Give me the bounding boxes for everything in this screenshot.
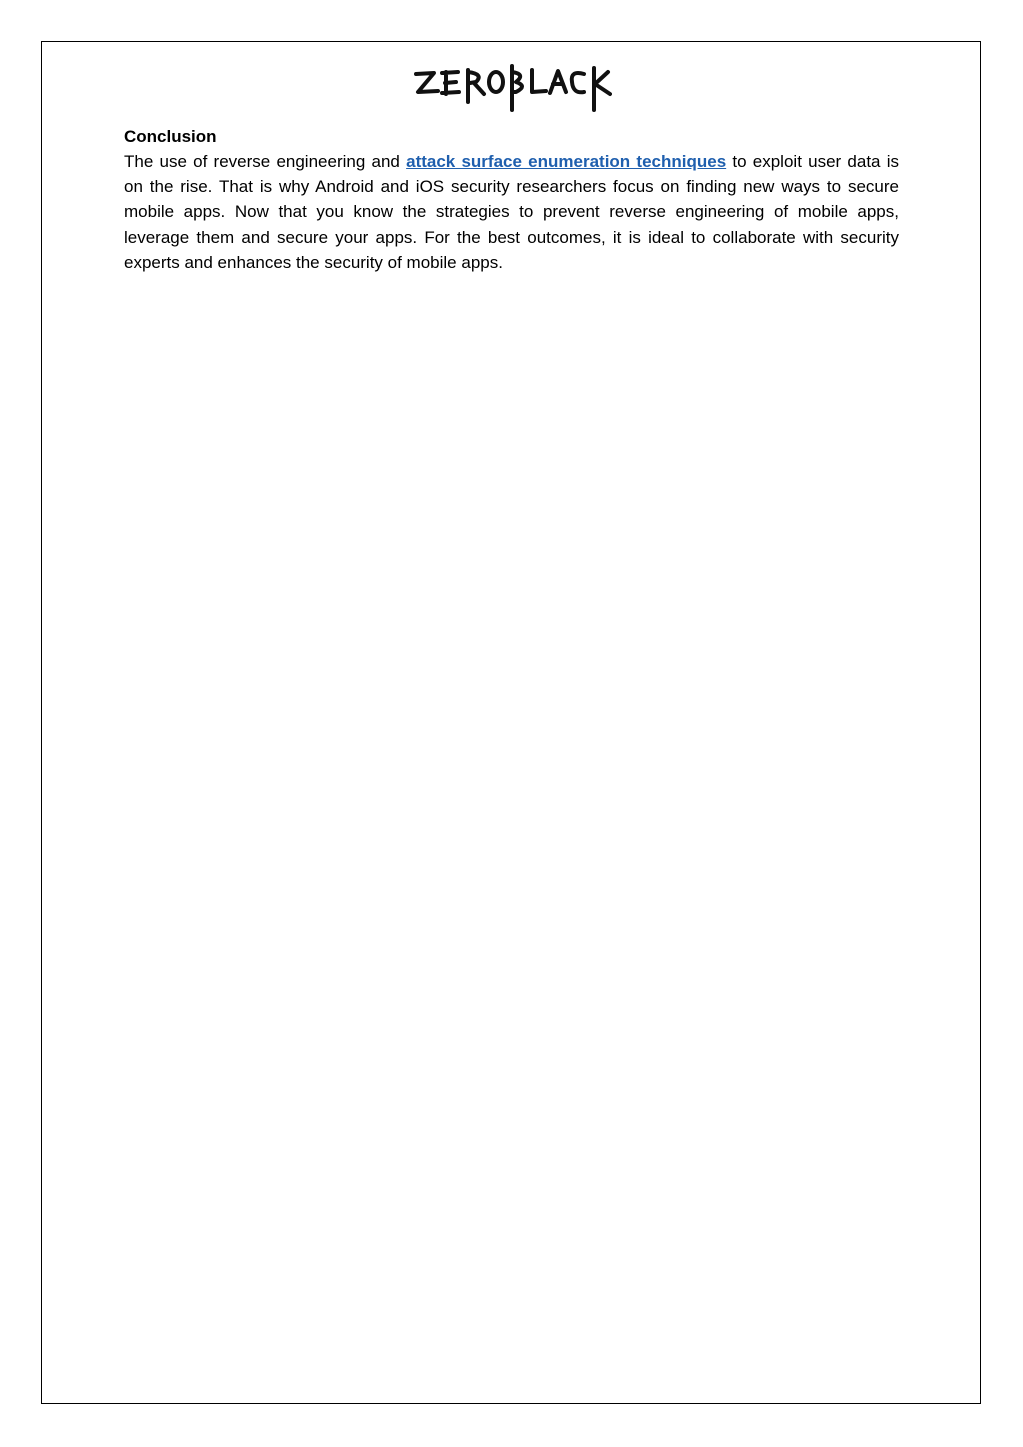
- conclusion-paragraph: [124, 149, 899, 275]
- paragraph-text-start: The use of reverse engineering and: [124, 152, 407, 171]
- conclusion-heading: Conclusion: [124, 127, 217, 146]
- conclusion-section: [124, 124, 899, 275]
- attack-surface-link[interactable]: attack surface enumeration techniques: [406, 152, 727, 171]
- paragraph-text-end: to exploit user data is on the rise. That is why Android and iOS security researchers focus on finding new ways to secure mobile apps. Now that you know the strategies to prevent reverse engineering of mobile apps, leverage them and secure your apps. For the best outcomes, it is ideal to collaborate with security experts and enhances the security of mobile apps.: [124, 152, 900, 272]
- zeroblack-logo: [412, 62, 612, 114]
